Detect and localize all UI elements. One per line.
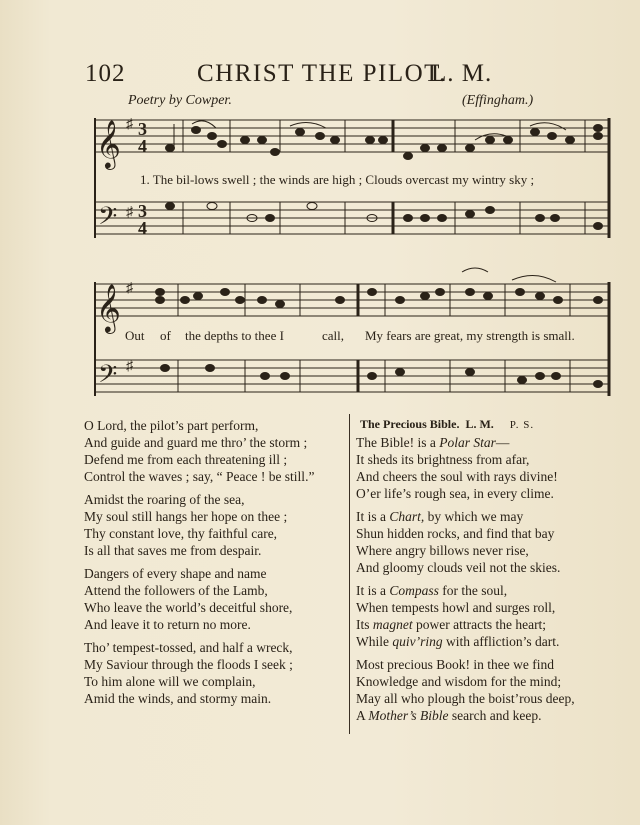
clefs [96, 119, 121, 395]
hymn-verses [84, 417, 346, 713]
svg-text:4: 4 [138, 218, 147, 238]
verse-line: Knowledge and wisdom for the mind; [356, 674, 562, 689]
bar-lines [178, 120, 585, 392]
verse-line: Most precious Book! in thee we find [356, 657, 554, 672]
slurs [192, 121, 566, 282]
hymn-meter: L. M. [431, 60, 493, 87]
svg-text:4: 4 [138, 136, 147, 156]
verse-line: When tempests howl and surges roll, [356, 600, 556, 615]
verse-line: Shun hidden rocks, and find that bay [356, 526, 555, 541]
lyric-line-2-word: Out [125, 328, 145, 343]
system-braces [95, 118, 609, 396]
verse-line: O Lord, the pilot’s part perform, [84, 418, 259, 433]
poet-credit: Poetry by Cowper. [128, 93, 232, 108]
verse-line: Is all that saves me from despair. [84, 543, 262, 558]
svg-text:3: 3 [138, 201, 147, 221]
verse-line: It is a Compass for the soul, [356, 583, 508, 598]
verse-line: While quiv’ring with affliction’s dart. [356, 634, 560, 649]
system-2-bass-staff [95, 360, 610, 392]
verse-line: And leave it to return no more. [84, 617, 251, 632]
stanza [356, 656, 616, 724]
verse-line: Its magnet power attracts the heart; [356, 617, 547, 632]
verse-line: The Bible! is a Polar Star— [356, 435, 510, 450]
verse-line: May all who plough the boist’rous deep, [356, 691, 575, 706]
verse-line: Control the waves ; say, “ Peace ! be still.” [84, 469, 315, 484]
stanza [356, 582, 616, 650]
verse-line: Thy constant love, thy faithful care, [84, 526, 278, 541]
svg-text:♯: ♯ [126, 117, 133, 132]
stanza [84, 491, 346, 559]
verse-line: And gloomy clouds veil not the skies. [356, 560, 561, 575]
stanza [356, 508, 616, 576]
second-hymn-meter: L. M. [465, 417, 494, 431]
lyric-line-2-rest: My fears are great, my strength is small. [365, 328, 575, 343]
verse-line: It sheds its brightness from afar, [356, 452, 530, 467]
verse-line: Tho’ tempest-tossed, and half a wreck, [84, 640, 293, 655]
verse-line: Dangers of every shape and name [84, 566, 267, 581]
svg-text:♯: ♯ [126, 359, 133, 374]
music-score [0, 0, 640, 410]
verse-line: Amidst the roaring of the sea, [84, 492, 245, 507]
precious-bible-verses [356, 434, 616, 730]
verse-line: Attend the followers of the Lamb, [84, 583, 268, 598]
verse-line: Who leave the world’s deceitful shore, [84, 600, 293, 615]
stanza [84, 639, 346, 707]
stanza [84, 565, 346, 633]
second-hymn-title [360, 417, 534, 432]
note-heads [156, 124, 603, 388]
lyric-line-2-word: call, [322, 328, 345, 343]
svg-text:♯: ♯ [126, 205, 133, 220]
system-2-treble-staff [95, 284, 610, 316]
lyric-line-2-word: the depths to thee I [185, 328, 284, 343]
verse-line: Amid the winds, and stormy main. [84, 691, 272, 706]
treble-clef-icon: 𝄞 [96, 283, 121, 332]
second-hymn-source: P. S. [509, 419, 535, 431]
verse-line: My Saviour through the floods I seek ; [84, 657, 293, 672]
verse-line: And guide and guard me thro’ the storm ; [84, 435, 308, 450]
svg-text:♯: ♯ [126, 281, 133, 296]
second-hymn-name: The Precious Bible. [360, 417, 460, 431]
lyric-line-1: 1. The bil-lows swell ; the winds are high ; Clouds overcast my wintry sky ; [140, 172, 535, 187]
verse-line: O’er life’s rough sea, in every clime. [356, 486, 554, 501]
bass-clef-icon: 𝄢 [98, 202, 118, 237]
column-divider [349, 414, 350, 734]
stanza [84, 417, 346, 485]
tune-name: (Effingham.) [462, 93, 534, 108]
verse-line: To him alone will we complain, [84, 674, 256, 689]
verse-line: A Mother’s Bible search and keep. [356, 708, 542, 723]
verse-line: It is a Chart, by which we may [356, 509, 524, 524]
page-number: 102 [85, 60, 126, 87]
bass-clef-icon: 𝄢 [98, 360, 118, 395]
lyric-line-2-word: of [160, 328, 171, 343]
svg-text:3: 3 [138, 119, 147, 139]
stanza [356, 434, 616, 502]
treble-clef-icon: 𝄞 [96, 119, 121, 168]
verse-line: Where angry billows never rise, [356, 543, 529, 558]
verse-line: My soul still hangs her hope on thee ; [84, 509, 288, 524]
verse-line: And cheers the soul with rays divine! [356, 469, 558, 484]
verse-line: Defend me from each threatening ill ; [84, 452, 288, 467]
hymn-title: CHRIST THE PILOT. [197, 60, 447, 87]
